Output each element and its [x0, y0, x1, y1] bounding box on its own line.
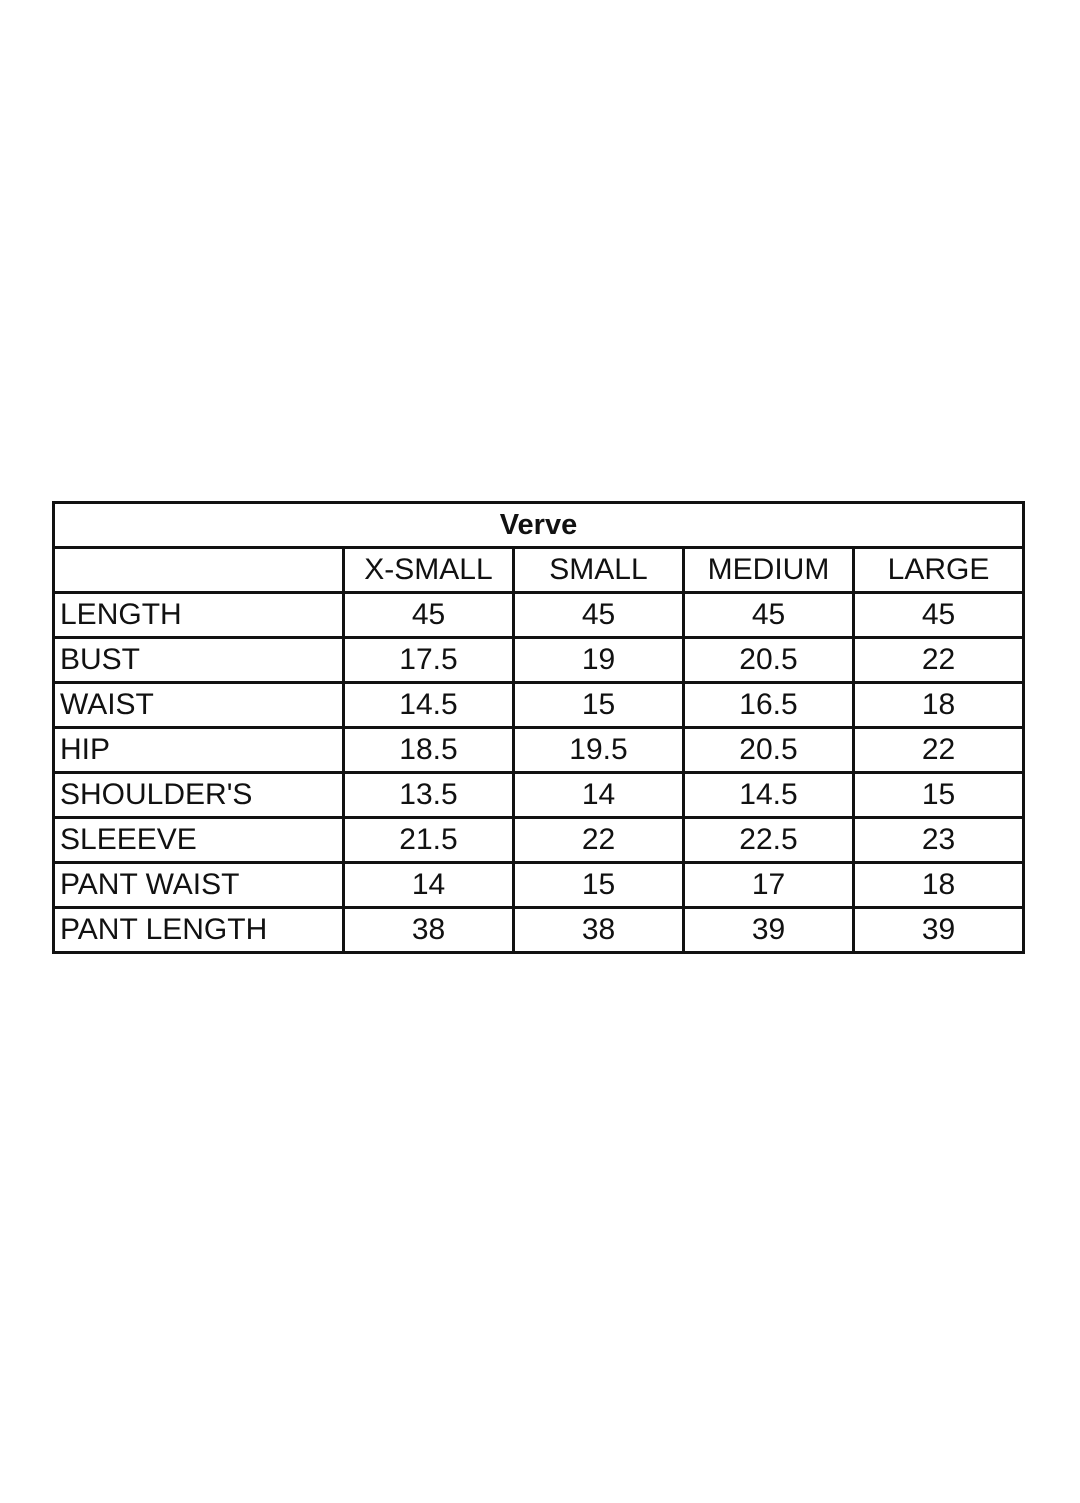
value-cell: 38: [344, 908, 514, 953]
value-cell: 19: [514, 638, 684, 683]
value-cell: 20.5: [684, 728, 854, 773]
size-header-large: LARGE: [854, 548, 1024, 593]
value-cell: 14: [514, 773, 684, 818]
value-cell: 14: [344, 863, 514, 908]
row-label: HIP: [54, 728, 344, 773]
value-cell: 18: [854, 863, 1024, 908]
table-row: [54, 818, 1024, 863]
row-label: BUST: [54, 638, 344, 683]
value-cell: 39: [684, 908, 854, 953]
table-row: [54, 728, 1024, 773]
title-row: [54, 503, 1024, 548]
size-header-medium: MEDIUM: [684, 548, 854, 593]
value-cell: 15: [514, 683, 684, 728]
value-cell: 14.5: [344, 683, 514, 728]
value-cell: 39: [854, 908, 1024, 953]
row-label: SLEEEVE: [54, 818, 344, 863]
value-cell: 17: [684, 863, 854, 908]
value-cell: 45: [854, 593, 1024, 638]
table-row: [54, 908, 1024, 953]
value-cell: 18: [854, 683, 1024, 728]
value-cell: 15: [514, 863, 684, 908]
value-cell: 22.5: [684, 818, 854, 863]
size-chart-table: [52, 501, 1025, 954]
value-cell: 18.5: [344, 728, 514, 773]
row-label: SHOULDER'S: [54, 773, 344, 818]
value-cell: 15: [854, 773, 1024, 818]
value-cell: 45: [514, 593, 684, 638]
value-cell: 14.5: [684, 773, 854, 818]
table-row: [54, 638, 1024, 683]
chart-title: Verve: [54, 503, 1024, 548]
empty-header-cell: [54, 548, 344, 593]
value-cell: 13.5: [344, 773, 514, 818]
value-cell: 22: [854, 638, 1024, 683]
row-label: LENGTH: [54, 593, 344, 638]
value-cell: 17.5: [344, 638, 514, 683]
value-cell: 16.5: [684, 683, 854, 728]
value-cell: 21.5: [344, 818, 514, 863]
value-cell: 23: [854, 818, 1024, 863]
row-label: WAIST: [54, 683, 344, 728]
value-cell: 22: [854, 728, 1024, 773]
value-cell: 38: [514, 908, 684, 953]
table-row: [54, 593, 1024, 638]
table-row: [54, 773, 1024, 818]
table-row: [54, 683, 1024, 728]
row-label: PANT LENGTH: [54, 908, 344, 953]
row-label: PANT WAIST: [54, 863, 344, 908]
size-header-row: [54, 548, 1024, 593]
value-cell: 19.5: [514, 728, 684, 773]
value-cell: 45: [684, 593, 854, 638]
size-header-xsmall: X-SMALL: [344, 548, 514, 593]
value-cell: 45: [344, 593, 514, 638]
table-row: [54, 863, 1024, 908]
value-cell: 22: [514, 818, 684, 863]
value-cell: 20.5: [684, 638, 854, 683]
size-header-small: SMALL: [514, 548, 684, 593]
